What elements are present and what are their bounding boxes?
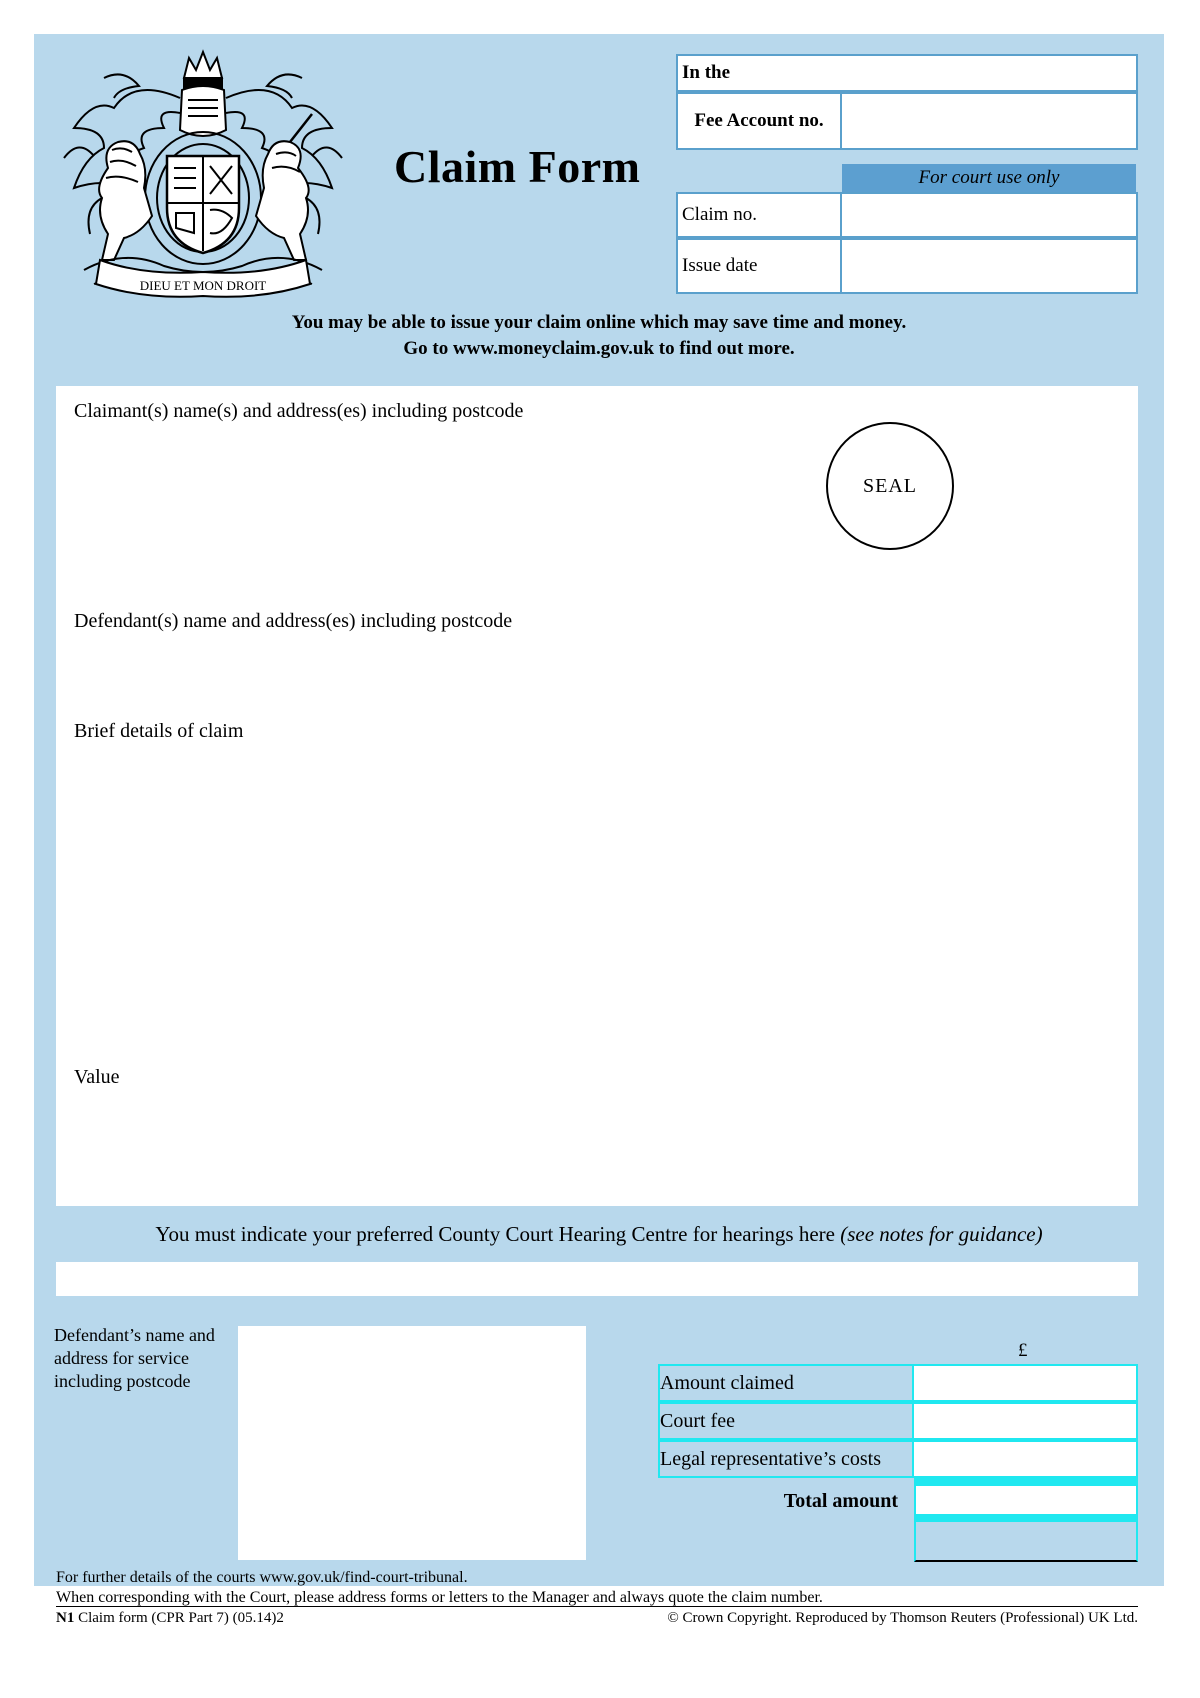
court-fee-field[interactable]: [914, 1402, 1138, 1440]
crest-icon: [44, 38, 362, 300]
form-ref: Claim form (CPR Part 7) (05.14)2: [74, 1610, 284, 1626]
online-claim-notice: [34, 310, 1164, 362]
fee-account-field[interactable]: [840, 92, 1138, 150]
footer-line1: For further details of the courts www.gov.uk/find-court-tribunal.: [56, 1569, 468, 1586]
amount-claimed-field[interactable]: [914, 1364, 1138, 1402]
seal-label: SEAL: [863, 474, 917, 497]
currency-symbol: £: [1018, 1340, 1028, 1361]
value-field[interactable]: [64, 1092, 1124, 1198]
footer-line2: When corresponding with the Court, please address forms or letters to the Manager and always quote the claim number.: [56, 1589, 823, 1606]
issue-date-label: Issue date: [682, 255, 758, 276]
footer-divider: [56, 1606, 1138, 1607]
total-amount-label: Total amount: [783, 1490, 898, 1512]
hearing-centre-field[interactable]: [56, 1262, 1138, 1296]
in-the-label: In the: [682, 62, 731, 83]
in-the-field[interactable]: [676, 54, 1138, 92]
total-bottom-rule: [914, 1514, 1138, 1522]
court-fee-row: [658, 1402, 1138, 1440]
amount-claimed-label: Amount claimed: [658, 1364, 914, 1402]
total-amount-field[interactable]: [914, 1486, 1138, 1514]
form-code: N1: [56, 1610, 75, 1626]
court-fee-label: Court fee: [658, 1402, 914, 1440]
hearing-text: You must indicate your preferred County Court Hearing Centre for hearings here: [155, 1222, 841, 1246]
online-notice-line2: Go to www.moneyclaim.gov.uk to find out more.: [403, 338, 795, 359]
fee-account-label: Fee Account no.: [694, 110, 824, 131]
legal-costs-field[interactable]: [914, 1440, 1138, 1478]
defendant-field[interactable]: [64, 634, 1124, 716]
total-top-rule: [914, 1478, 1138, 1486]
online-notice-line1: You may be able to issue your claim online which may save time and money.: [291, 312, 907, 333]
value-label: Value: [74, 1066, 120, 1088]
claimant-field[interactable]: [64, 424, 784, 594]
service-address-label: Defendant’s name and address for service including postcode: [54, 1325, 215, 1391]
court-seal: [826, 422, 954, 550]
form-reference: [56, 1610, 284, 1627]
hearing-guidance: (see notes for guidance): [840, 1222, 1043, 1246]
legal-costs-row: [658, 1440, 1138, 1478]
brief-details-field[interactable]: [64, 744, 1124, 1060]
brief-details-label: Brief details of claim: [74, 720, 244, 742]
court-use-only-header: For court use only: [842, 164, 1136, 192]
royal-coat-of-arms: [44, 38, 362, 300]
claim-no-label-cell: [676, 192, 842, 238]
copyright-notice: © Crown Copyright. Reproduced by Thomson Reuters (Professional) UK Ltd.: [667, 1610, 1138, 1626]
claim-no-label: Claim no.: [682, 204, 757, 225]
issue-date-field[interactable]: [840, 238, 1138, 294]
amount-claimed-row: [658, 1364, 1138, 1402]
issue-date-label-cell: [676, 238, 842, 294]
claimant-label: Claimant(s) name(s) and address(es) including postcode: [74, 400, 524, 422]
fee-account-label-cell: [676, 92, 842, 150]
total-spacer-cell: [914, 1522, 1138, 1562]
legal-costs-label: Legal representative’s costs: [658, 1440, 914, 1478]
claim-no-field[interactable]: [840, 192, 1138, 238]
svg-text:DIEU ET MON DROIT: DIEU ET MON DROIT: [139, 278, 267, 293]
page-title: Claim Form: [394, 141, 641, 192]
footer-notes: [56, 1568, 823, 1608]
hearing-centre-instruction: [34, 1222, 1164, 1247]
service-address-field[interactable]: [238, 1326, 586, 1560]
defendant-label: Defendant(s) name and address(es) including postcode: [74, 610, 513, 632]
